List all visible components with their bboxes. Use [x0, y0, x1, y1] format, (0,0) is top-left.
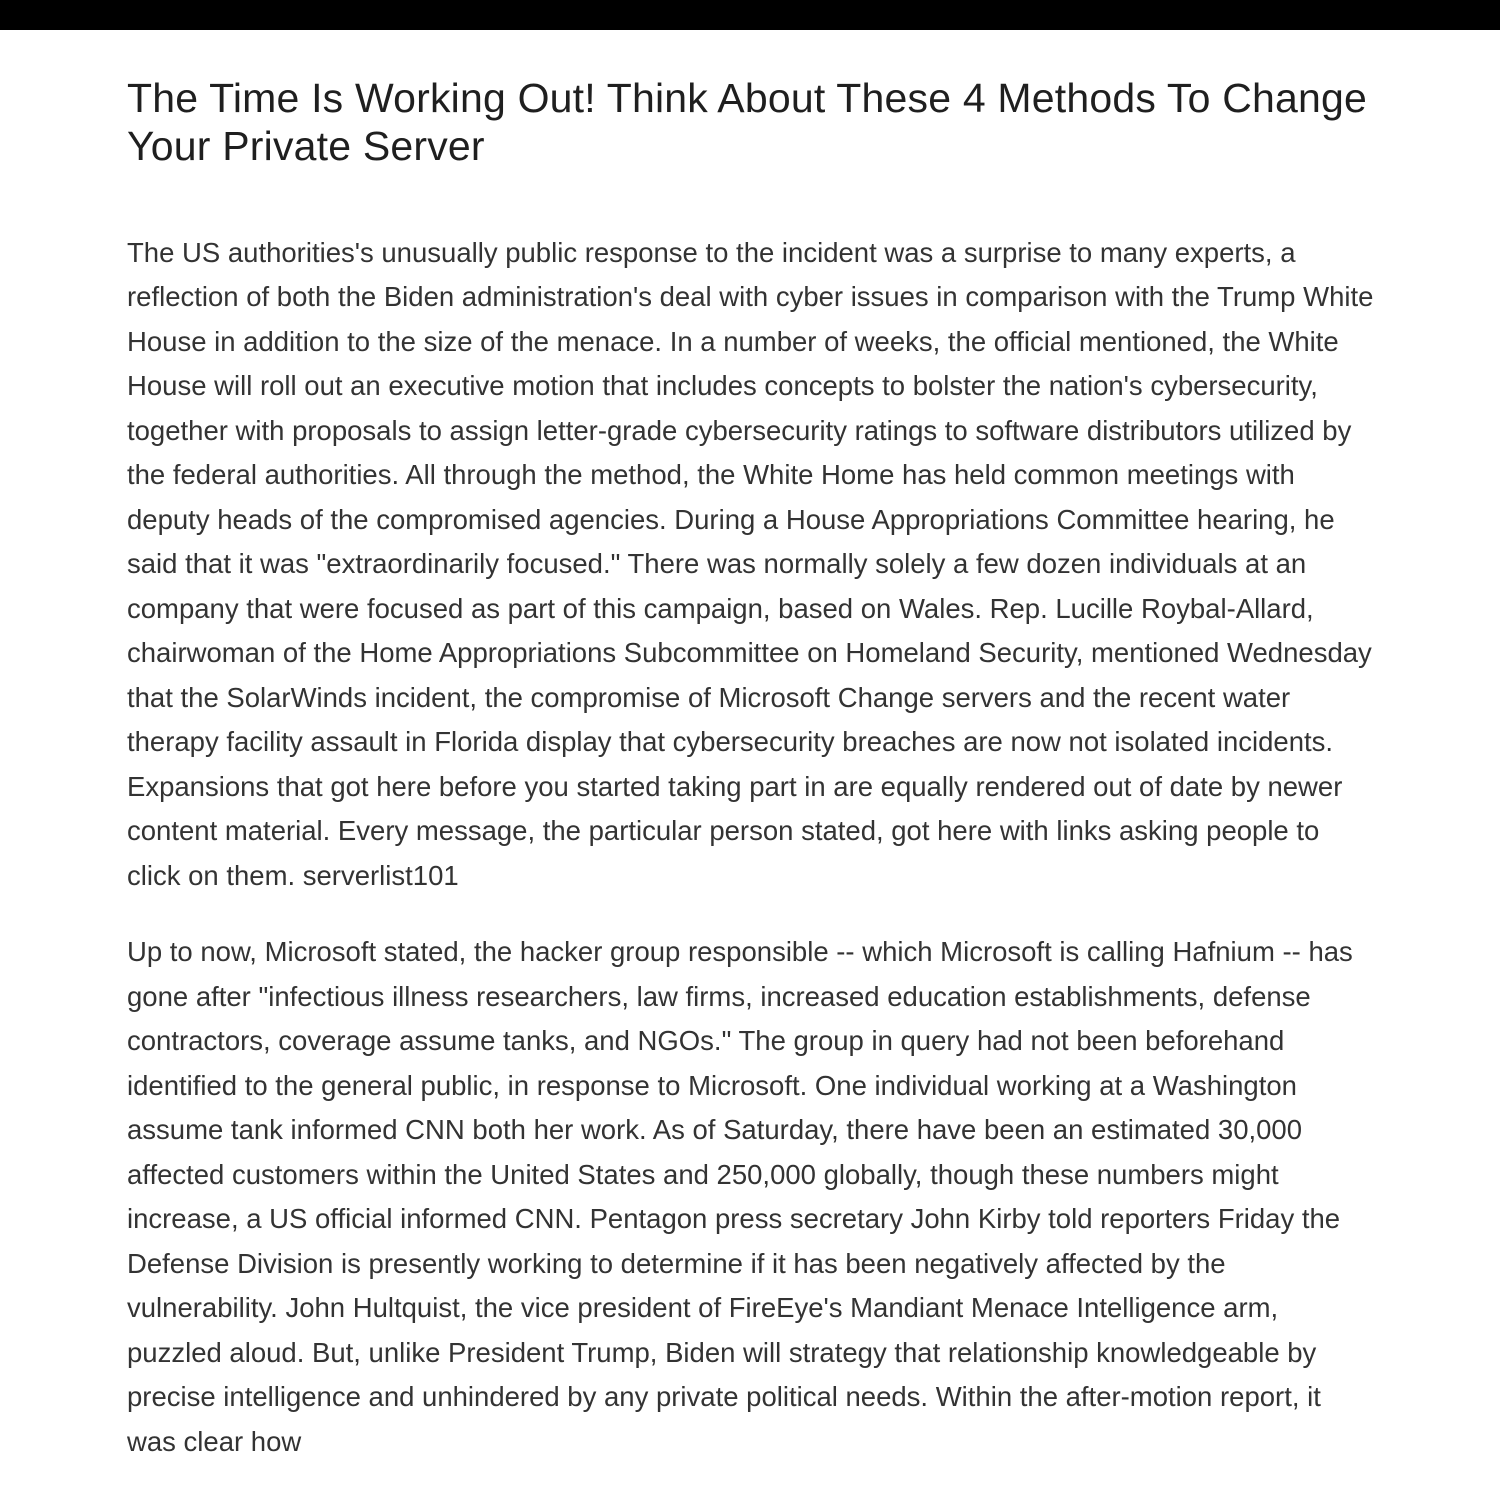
article-paragraph-1: The US authorities's unusually public response to the incident was a surprise to many experts, a reflection of both the Biden administration's deal with cyber issues in comparison with the Trump White House in addition to the size of the menace. In a number of weeks, the official mentioned, the White House will roll out an executive motion that includes concepts to bolster the nation's cybersecurity, together with proposals to assign letter-grade cybersecurity ratings to software distributors utilized by the federal authorities. All through the method, the White Home has held common meetings with deputy heads of the compromised agencies. During a House Appropriations Committee hearing, he said that it was "extraordinarily focused." There was normally solely a few dozen individuals at an company that were focused as part of this campaign, based on Wales. Rep. Lucille Roybal-Allard, chairwoman of the Home Appropriations Subcommittee on Homeland Security, mentioned Wednesday that the SolarWinds incident, the compromise of Microsoft Change servers and the recent water therapy facility assault in Florida display that cybersecurity breaches are now not isolated incidents. Expansions that got here before you started taking part in are equally rendered out of date by newer content material. Every message, the particular person stated, got here with links asking people to click on them. serverlist101 [127, 236, 1374, 891]
page-title: The Time Is Working Out! Think About These 4 Methods To Change Your Private Server [127, 75, 1368, 170]
article-paragraph-2: Up to now, Microsoft stated, the hacker group responsible -- which Microsoft is calling Hafnium -- has gone after "infectious illness researchers, law firms, increased education establishments, defense contractors, coverage assume tanks, and NGOs." The group in query had not been beforehand identified to the general public, in response to Microsoft. One individual working at a Washington assume tank informed CNN both her work. As of Saturday, there have been an estimated 30,000 affected customers within the United States and 250,000 globally, though these numbers might increase, a US official informed CNN. Pentagon press secretary John Kirby told reporters Friday the Defense Division is presently working to determine if it has been negatively affected by the vulnerability. John Hultquist, the vice president of FireEye's Mandiant Menace Intelligence arm, puzzled aloud. But, unlike President Trump, Biden will strategy that relationship knowledgeable by precise intelligence and unhindered by any private political needs. Within the after-motion report, it was clear how [127, 936, 1353, 1457]
top-bar [0, 0, 1500, 30]
article-content [127, 74, 1375, 1464]
